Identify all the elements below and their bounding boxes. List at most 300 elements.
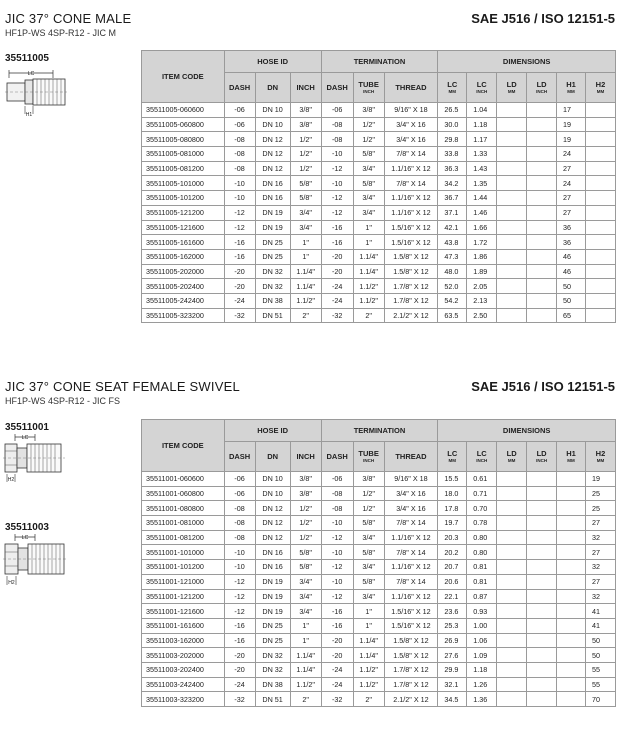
- cell-term-tube: 1.1/4": [353, 633, 384, 648]
- cell-ld-inch: [527, 103, 557, 118]
- cell-term-dash: -10: [321, 545, 353, 560]
- cell-hose-dash: -20: [224, 648, 255, 663]
- cell-ld-inch: [527, 235, 557, 250]
- cell-ld-inch: [527, 117, 557, 132]
- cell-hose-dn: DN 25: [255, 249, 290, 264]
- cell-term-tube: 1/2": [353, 486, 384, 501]
- cell-term-dash: -32: [321, 692, 353, 707]
- header-thread: THREAD: [384, 73, 438, 103]
- cell-item-code: 35511003-202000: [142, 648, 225, 663]
- header-termination: TERMINATION: [321, 51, 438, 73]
- cell-h2-mm: 41: [585, 618, 615, 633]
- cell-h1-mm: 65: [557, 308, 586, 323]
- cell-hose-dn: DN 19: [255, 574, 290, 589]
- cell-hose-dn: DN 12: [255, 132, 290, 147]
- cell-h1-mm: 24: [557, 147, 586, 162]
- header-tube: TUBE INCH: [353, 442, 384, 472]
- cell-hose-dn: DN 10: [255, 472, 290, 487]
- cell-h1-mm: 50: [557, 293, 586, 308]
- cell-ld-inch: [527, 560, 557, 575]
- cell-h1-mm: [557, 472, 586, 487]
- cell-item-code: 35511003-323200: [142, 692, 225, 707]
- cell-hose-dn: DN 51: [255, 308, 290, 323]
- cell-h2-mm: [585, 308, 615, 323]
- cell-item-code: 35511001-121200: [142, 589, 225, 604]
- cell-ld-mm: [497, 648, 527, 663]
- cell-term-thread: 1.7/8" X 12: [384, 677, 438, 692]
- spec-table: [141, 419, 616, 707]
- cell-term-tube: 3/4": [353, 161, 384, 176]
- cell-hose-inch: 3/4": [290, 220, 321, 235]
- cell-hose-dash: -24: [224, 677, 255, 692]
- cell-h2-mm: 32: [585, 530, 615, 545]
- header-inch: INCH: [290, 442, 321, 472]
- cell-hose-inch: 1/2": [290, 132, 321, 147]
- cell-h2-mm: [585, 249, 615, 264]
- table-row: [142, 147, 616, 162]
- cell-hose-dn: DN 25: [255, 618, 290, 633]
- cell-ld-inch: [527, 147, 557, 162]
- cell-h2-mm: 25: [585, 501, 615, 516]
- cell-term-dash: -10: [321, 516, 353, 531]
- cell-term-dash: -12: [321, 191, 353, 206]
- cell-hose-dash: -08: [224, 161, 255, 176]
- cell-hose-dash: -12: [224, 220, 255, 235]
- cell-lc-mm: 36.7: [438, 191, 467, 206]
- header-ld-mm: LD MM: [497, 442, 527, 472]
- cell-term-tube: 1": [353, 220, 384, 235]
- cell-h1-mm: [557, 589, 586, 604]
- cell-term-dash: -32: [321, 308, 353, 323]
- cell-hose-dn: DN 32: [255, 662, 290, 677]
- cell-hose-inch: 3/4": [290, 604, 321, 619]
- cell-term-dash: -24: [321, 662, 353, 677]
- cell-term-tube: 1": [353, 604, 384, 619]
- cell-term-tube: 3/4": [353, 530, 384, 545]
- cell-lc-mm: 52.0: [438, 279, 467, 294]
- cell-hose-inch: 1": [290, 249, 321, 264]
- cell-lc-mm: 47.3: [438, 249, 467, 264]
- cell-ld-mm: [497, 560, 527, 575]
- cell-ld-inch: [527, 264, 557, 279]
- cell-hose-inch: 1.1/4": [290, 648, 321, 663]
- table-row: [142, 472, 616, 487]
- cell-h1-mm: [557, 486, 586, 501]
- cell-ld-inch: [527, 191, 557, 206]
- cell-term-thread: 3/4" X 16: [384, 501, 438, 516]
- table-row: [142, 618, 616, 633]
- table-row: [142, 117, 616, 132]
- cell-lc-mm: 29.9: [438, 662, 467, 677]
- cell-lc-inch: 0.80: [467, 530, 497, 545]
- cell-lc-inch: 0.70: [467, 501, 497, 516]
- cell-lc-inch: 0.61: [467, 472, 497, 487]
- cell-term-thread: 7/8" X 14: [384, 516, 438, 531]
- cell-hose-inch: 1": [290, 235, 321, 250]
- cell-hose-dash: -20: [224, 662, 255, 677]
- cell-term-tube: 1/2": [353, 132, 384, 147]
- section-title: JIC 37° CONE SEAT FEMALE SWIVEL: [5, 379, 240, 394]
- cell-h2-mm: 27: [585, 516, 615, 531]
- cell-h2-mm: [585, 235, 615, 250]
- cell-term-thread: 7/8" X 14: [384, 545, 438, 560]
- cell-hose-dash: -12: [224, 604, 255, 619]
- cell-term-tube: 2": [353, 692, 384, 707]
- cell-h1-mm: [557, 516, 586, 531]
- cell-item-code: 35511005-081200: [142, 161, 225, 176]
- cell-term-thread: 3/4" X 16: [384, 117, 438, 132]
- cell-hose-dash: -08: [224, 132, 255, 147]
- cell-term-tube: 1.1/2": [353, 293, 384, 308]
- cell-h1-mm: 27: [557, 191, 586, 206]
- cell-lc-mm: 32.1: [438, 677, 467, 692]
- cell-hose-inch: 5/8": [290, 560, 321, 575]
- jic-male-fitting-drawing: [3, 66, 69, 118]
- cell-h2-mm: [585, 205, 615, 220]
- cell-h2-mm: [585, 161, 615, 176]
- cell-h2-mm: [585, 264, 615, 279]
- cell-hose-dash: -16: [224, 633, 255, 648]
- cell-ld-inch: [527, 604, 557, 619]
- cell-hose-inch: 1/2": [290, 147, 321, 162]
- section-subtitle: HF1P-WS 4SP-R12 - JIC FS: [5, 396, 121, 406]
- cell-lc-mm: 23.6: [438, 604, 467, 619]
- cell-ld-mm: [497, 692, 527, 707]
- cell-hose-dn: DN 12: [255, 516, 290, 531]
- cell-item-code: 35511001-161600: [142, 618, 225, 633]
- section-standard: SAE J516 / ISO 12151-5: [471, 379, 615, 394]
- cell-hose-dash: -06: [224, 103, 255, 118]
- cell-ld-inch: [527, 516, 557, 531]
- table-row: [142, 191, 616, 206]
- cell-hose-inch: 3/8": [290, 117, 321, 132]
- cell-lc-mm: 17.8: [438, 501, 467, 516]
- cell-term-tube: 1/2": [353, 117, 384, 132]
- cell-term-dash: -24: [321, 279, 353, 294]
- cell-term-dash: -12: [321, 530, 353, 545]
- cell-lc-mm: 36.3: [438, 161, 467, 176]
- cell-hose-inch: 1.1/4": [290, 279, 321, 294]
- cell-hose-dash: -06: [224, 117, 255, 132]
- cell-ld-inch: [527, 132, 557, 147]
- cell-hose-dash: -10: [224, 191, 255, 206]
- cell-item-code: 35511005-162000: [142, 249, 225, 264]
- cell-item-code: 35511001-101200: [142, 560, 225, 575]
- cell-item-code: 35511005-101000: [142, 176, 225, 191]
- cell-term-dash: -12: [321, 205, 353, 220]
- figure-label-lc: LC: [21, 435, 29, 441]
- cell-term-dash: -12: [321, 161, 353, 176]
- table-body: [142, 472, 616, 707]
- cell-term-dash: -20: [321, 648, 353, 663]
- cell-lc-inch: 2.13: [467, 293, 497, 308]
- cell-ld-mm: [497, 472, 527, 487]
- cell-h2-mm: [585, 279, 615, 294]
- cell-ld-mm: [497, 117, 527, 132]
- header-h1: H1 MM: [557, 442, 586, 472]
- cell-h2-mm: 19: [585, 472, 615, 487]
- cell-hose-dn: DN 16: [255, 545, 290, 560]
- header-dimensions: DIMENSIONS: [438, 51, 616, 73]
- cell-ld-mm: [497, 516, 527, 531]
- cell-term-thread: 1.5/16" X 12: [384, 618, 438, 633]
- cell-term-thread: 1.7/8" X 12: [384, 279, 438, 294]
- cell-hose-inch: 3/4": [290, 574, 321, 589]
- cell-hose-dn: DN 16: [255, 176, 290, 191]
- cell-hose-dn: DN 16: [255, 560, 290, 575]
- section-title: JIC 37° CONE MALE: [5, 11, 132, 26]
- cell-lc-mm: 15.5: [438, 472, 467, 487]
- cell-hose-dn: DN 32: [255, 279, 290, 294]
- table-row: [142, 530, 616, 545]
- cell-ld-mm: [497, 293, 527, 308]
- cell-h1-mm: 50: [557, 279, 586, 294]
- table-row: [142, 279, 616, 294]
- cell-term-tube: 3/4": [353, 560, 384, 575]
- cell-hose-inch: 3/8": [290, 472, 321, 487]
- cell-ld-inch: [527, 692, 557, 707]
- cell-ld-inch: [527, 662, 557, 677]
- figure-label-h1: H1: [25, 112, 33, 118]
- cell-ld-mm: [497, 633, 527, 648]
- cell-term-tube: 5/8": [353, 574, 384, 589]
- cell-lc-mm: 42.1: [438, 220, 467, 235]
- cell-term-dash: -16: [321, 220, 353, 235]
- cell-h1-mm: [557, 618, 586, 633]
- cell-lc-mm: 34.2: [438, 176, 467, 191]
- cell-h2-mm: [585, 103, 615, 118]
- cell-term-thread: 1.1/16" X 12: [384, 205, 438, 220]
- cell-ld-inch: [527, 545, 557, 560]
- table-row: [142, 677, 616, 692]
- spec-table: [141, 50, 616, 323]
- cell-hose-dash: -08: [224, 147, 255, 162]
- cell-h2-mm: 27: [585, 545, 615, 560]
- cell-term-thread: 1.1/16" X 12: [384, 161, 438, 176]
- cell-hose-dn: DN 51: [255, 692, 290, 707]
- cell-hose-dn: DN 25: [255, 633, 290, 648]
- cell-hose-inch: 1.1/4": [290, 662, 321, 677]
- cell-term-dash: -24: [321, 677, 353, 692]
- cell-ld-mm: [497, 618, 527, 633]
- cell-term-tube: 5/8": [353, 545, 384, 560]
- cell-term-tube: 3/8": [353, 103, 384, 118]
- cell-h2-mm: [585, 147, 615, 162]
- cell-hose-inch: 3/8": [290, 486, 321, 501]
- cell-hose-dash: -08: [224, 516, 255, 531]
- cell-lc-mm: 34.5: [438, 692, 467, 707]
- cell-ld-mm: [497, 264, 527, 279]
- cell-lc-inch: 1.04: [467, 103, 497, 118]
- cell-term-tube: 1": [353, 235, 384, 250]
- table-row: [142, 648, 616, 663]
- cell-hose-dn: DN 10: [255, 486, 290, 501]
- section-jic-female-swivel: [0, 368, 623, 733]
- cell-ld-mm: [497, 249, 527, 264]
- cell-ld-mm: [497, 604, 527, 619]
- cell-term-tube: 5/8": [353, 147, 384, 162]
- header-dash: DASH: [224, 442, 255, 472]
- header-inch: INCH: [290, 73, 321, 103]
- cell-term-dash: -08: [321, 132, 353, 147]
- cell-hose-dash: -12: [224, 205, 255, 220]
- figure-label-lc: LC: [21, 535, 29, 541]
- cell-item-code: 35511001-081000: [142, 516, 225, 531]
- cell-ld-mm: [497, 161, 527, 176]
- cell-term-thread: 1.5/8" X 12: [384, 633, 438, 648]
- cell-hose-inch: 2": [290, 692, 321, 707]
- cell-item-code: 35511005-242400: [142, 293, 225, 308]
- cell-ld-mm: [497, 279, 527, 294]
- cell-ld-inch: [527, 293, 557, 308]
- cell-hose-dash: -10: [224, 560, 255, 575]
- cell-lc-mm: 22.1: [438, 589, 467, 604]
- cell-term-dash: -08: [321, 501, 353, 516]
- cell-h1-mm: 46: [557, 264, 586, 279]
- cell-h1-mm: [557, 648, 586, 663]
- cell-h2-mm: 55: [585, 662, 615, 677]
- cell-term-thread: 1.5/8" X 12: [384, 264, 438, 279]
- cell-item-code: 35511005-323200: [142, 308, 225, 323]
- cell-lc-inch: 1.09: [467, 648, 497, 663]
- cell-lc-inch: 1.17: [467, 132, 497, 147]
- cell-ld-mm: [497, 220, 527, 235]
- cell-term-thread: 1.7/8" X 12: [384, 293, 438, 308]
- cell-term-dash: -08: [321, 486, 353, 501]
- cell-h1-mm: [557, 501, 586, 516]
- cell-hose-dash: -16: [224, 249, 255, 264]
- cell-ld-inch: [527, 589, 557, 604]
- cell-lc-inch: 1.18: [467, 662, 497, 677]
- cell-ld-inch: [527, 220, 557, 235]
- header-item-code: ITEM CODE: [142, 420, 225, 472]
- header-dn: DN: [255, 442, 290, 472]
- cell-term-tube: 2": [353, 308, 384, 323]
- cell-h2-mm: 32: [585, 560, 615, 575]
- cell-term-thread: 1.1/16" X 12: [384, 530, 438, 545]
- cell-term-thread: 2.1/2" X 12: [384, 692, 438, 707]
- cell-h2-mm: [585, 117, 615, 132]
- cell-h2-mm: 27: [585, 574, 615, 589]
- table-row: [142, 132, 616, 147]
- cell-h1-mm: [557, 662, 586, 677]
- cell-term-thread: 3/4" X 16: [384, 486, 438, 501]
- table-row: [142, 545, 616, 560]
- cell-h2-mm: [585, 132, 615, 147]
- cell-ld-mm: [497, 308, 527, 323]
- cell-hose-dash: -08: [224, 530, 255, 545]
- cell-h1-mm: 19: [557, 132, 586, 147]
- cell-h1-mm: [557, 677, 586, 692]
- cell-lc-mm: 19.7: [438, 516, 467, 531]
- cell-term-tube: 1.1/4": [353, 264, 384, 279]
- cell-hose-dn: DN 38: [255, 293, 290, 308]
- cell-lc-mm: 20.7: [438, 560, 467, 575]
- cell-term-dash: -10: [321, 176, 353, 191]
- cell-term-thread: 1.5/16" X 12: [384, 604, 438, 619]
- cell-hose-inch: 1.1/4": [290, 264, 321, 279]
- cell-ld-inch: [527, 633, 557, 648]
- cell-h1-mm: 17: [557, 103, 586, 118]
- cell-hose-dn: DN 19: [255, 220, 290, 235]
- cell-lc-inch: 0.93: [467, 604, 497, 619]
- cell-term-thread: 1.5/8" X 12: [384, 648, 438, 663]
- cell-hose-inch: 1/2": [290, 530, 321, 545]
- cell-ld-inch: [527, 574, 557, 589]
- cell-h1-mm: [557, 633, 586, 648]
- table-row: [142, 308, 616, 323]
- cell-item-code: 35511001-121600: [142, 604, 225, 619]
- cell-h2-mm: 70: [585, 692, 615, 707]
- table-row: [142, 516, 616, 531]
- cell-hose-inch: 5/8": [290, 191, 321, 206]
- part-code: 35511001: [5, 422, 49, 433]
- cell-hose-dn: DN 19: [255, 604, 290, 619]
- table-row: [142, 205, 616, 220]
- table-row: [142, 264, 616, 279]
- section-standard: SAE J516 / ISO 12151-5: [471, 11, 615, 26]
- header-lc-inch: LC INCH: [467, 442, 497, 472]
- cell-hose-inch: 1/2": [290, 501, 321, 516]
- cell-term-dash: -20: [321, 249, 353, 264]
- cell-item-code: 35511003-242400: [142, 677, 225, 692]
- cell-ld-inch: [527, 648, 557, 663]
- cell-term-thread: 1.1/16" X 12: [384, 589, 438, 604]
- cell-term-tube: 1.1/4": [353, 249, 384, 264]
- cell-ld-mm: [497, 545, 527, 560]
- cell-ld-mm: [497, 103, 527, 118]
- cell-lc-mm: 43.8: [438, 235, 467, 250]
- cell-term-tube: 3/4": [353, 191, 384, 206]
- cell-h2-mm: 55: [585, 677, 615, 692]
- cell-term-thread: 3/4" X 16: [384, 132, 438, 147]
- header-h1: H1 MM: [557, 73, 586, 103]
- header-hose-id: HOSE ID: [224, 51, 321, 73]
- cell-item-code: 35511005-060800: [142, 117, 225, 132]
- cell-item-code: 35511005-121600: [142, 220, 225, 235]
- cell-ld-inch: [527, 279, 557, 294]
- cell-term-tube: 1.1/2": [353, 279, 384, 294]
- cell-item-code: 35511005-101200: [142, 191, 225, 206]
- cell-hose-inch: 3/4": [290, 205, 321, 220]
- cell-hose-dash: -24: [224, 293, 255, 308]
- cell-hose-dash: -06: [224, 486, 255, 501]
- header-dash-termination: DASH: [321, 73, 353, 103]
- cell-hose-dash: -32: [224, 692, 255, 707]
- cell-h2-mm: [585, 293, 615, 308]
- cell-hose-dash: -16: [224, 235, 255, 250]
- cell-h1-mm: [557, 692, 586, 707]
- cell-ld-mm: [497, 132, 527, 147]
- header-ld-mm: LD MM: [497, 73, 527, 103]
- cell-ld-mm: [497, 574, 527, 589]
- cell-ld-inch: [527, 618, 557, 633]
- cell-hose-dash: -32: [224, 308, 255, 323]
- cell-ld-mm: [497, 589, 527, 604]
- table-row: [142, 161, 616, 176]
- cell-lc-mm: 29.8: [438, 132, 467, 147]
- cell-hose-dn: DN 19: [255, 205, 290, 220]
- cell-item-code: 35511001-060600: [142, 472, 225, 487]
- cell-ld-inch: [527, 205, 557, 220]
- cell-term-dash: -24: [321, 293, 353, 308]
- cell-term-dash: -06: [321, 472, 353, 487]
- cell-term-dash: -20: [321, 633, 353, 648]
- jic-female-swivel-drawing-2: [3, 532, 73, 588]
- table-row: [142, 486, 616, 501]
- cell-h1-mm: [557, 530, 586, 545]
- cell-h1-mm: [557, 560, 586, 575]
